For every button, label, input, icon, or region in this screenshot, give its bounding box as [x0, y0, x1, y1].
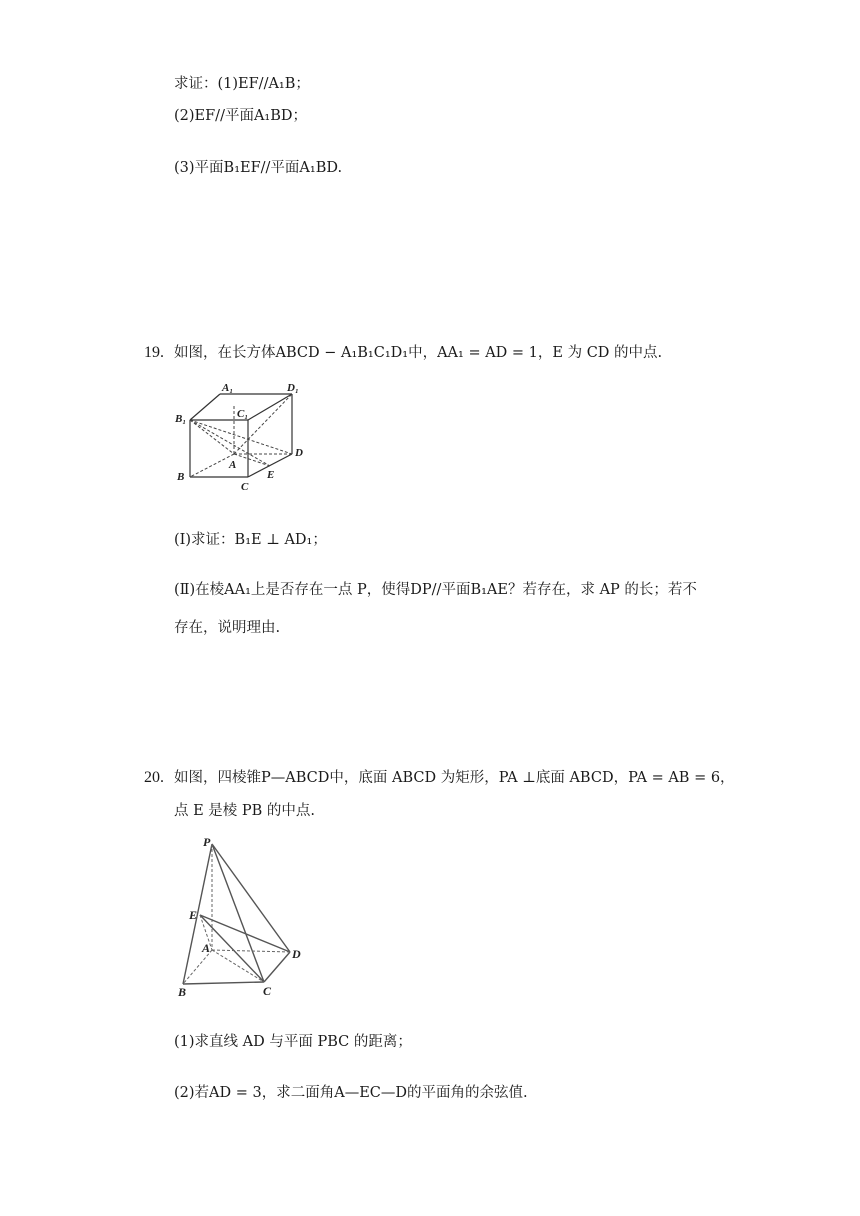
q20-label-b: B: [178, 985, 187, 999]
q19-number: 19.: [144, 344, 164, 361]
q20-part-2: (2)若AD = 3，求二面角A—EC—D的平面角的余弦值.: [174, 1085, 528, 1101]
q20-part-1: (1)求直线 AD 与平面 PBC 的距离；: [174, 1034, 412, 1050]
q19-label-c1: C₁: [237, 408, 249, 420]
q18-proof-1: 求证：(1)EF//A₁B；: [174, 76, 310, 92]
q19-cuboid-figure: [170, 382, 310, 492]
q20-stem-line2: 点 E 是棱 PB 的中点.: [174, 803, 316, 819]
q19-label-d1: D₁: [287, 382, 299, 394]
q20-number: 20.: [144, 769, 164, 786]
q19-label-b: B: [177, 471, 185, 483]
q18-proof-2: (2)EF//平面A₁BD；: [174, 108, 308, 124]
q20-pyramid-figure: [170, 832, 310, 1002]
q19-label-c: C: [241, 481, 249, 492]
q20-label-d: D: [292, 947, 301, 961]
q19-label-a: A: [229, 459, 237, 471]
q19-label-a1: A₁: [222, 382, 234, 394]
q19-part-2-line2: 存在，说明理由.: [174, 620, 281, 636]
q20-label-c: C: [263, 984, 272, 998]
q20-label-p: P: [203, 835, 211, 849]
q20-label-a: A: [202, 941, 211, 955]
q19-part-2-line1: (Ⅱ)在棱AA₁上是否存在一点 P，使得DP//平面B₁AE？若存在，求 AP 的长；若不: [174, 582, 697, 598]
q19-label-d: D: [295, 447, 303, 459]
q19-label-b1: B₁: [175, 413, 187, 425]
q18-proof-3: (3)平面B₁EF//平面A₁BD.: [174, 160, 343, 176]
q19-part-1: (Ⅰ)求证：B₁E ⊥ AD₁；: [174, 532, 327, 548]
q19-label-e: E: [267, 469, 275, 481]
q20-stem-line1: 如图，四棱锥P—ABCD中，底面 ABCD 为矩形，PA ⊥底面 ABCD，PA = AB = 6，: [174, 770, 735, 786]
q19-stem: 如图，在长方体ABCD − A₁B₁C₁D₁中，AA₁ = AD = 1，E 为 CD 的中点.: [174, 345, 663, 361]
q20-label-e: E: [189, 908, 198, 922]
